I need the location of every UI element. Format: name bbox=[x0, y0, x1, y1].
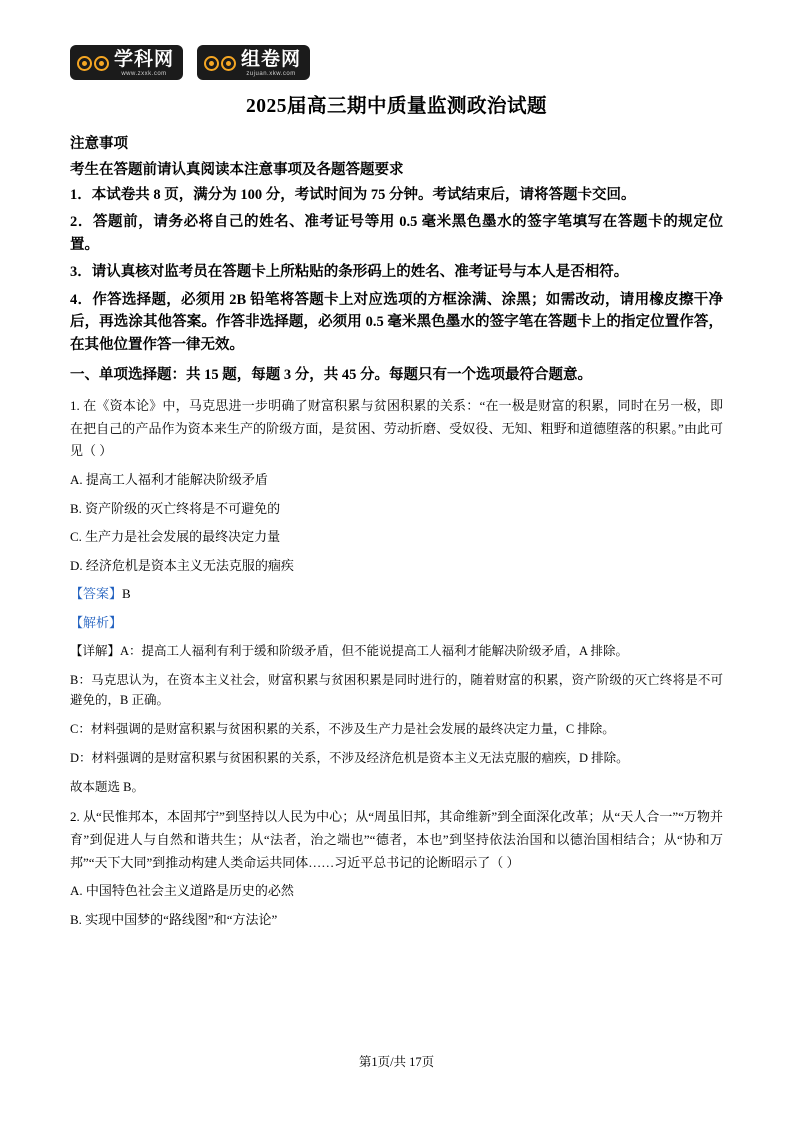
answer-label: 【答案】 bbox=[70, 586, 123, 601]
zujuan-logo-url: zujuan.xkw.com bbox=[246, 71, 296, 77]
notice-item-3: 3．请认真核对监考员在答题卡上所粘贴的条形码上的姓名、准考证号与本人是否相符。 bbox=[70, 264, 629, 281]
question-1-stem: 1. 在《资本论》中，马克思进一步明确了财富积累与贫困积累的关系：“在一极是财富的积累，同时在另一极，即在把自己的产品作为资本来生产的阶级方面，是贫困、劳动折磨、受奴役、无知、粗野和道德堕落的积累。”由此可见（ ） bbox=[70, 397, 723, 459]
answer-value: B bbox=[122, 586, 131, 601]
logo-banner bbox=[70, 45, 723, 80]
question-1-conclusion: 故本题选 B。 bbox=[70, 780, 144, 794]
question-1-option-b: B. 资产阶级的灭亡终将是不可避免的 bbox=[70, 500, 281, 516]
question-1-explanation-c: C：材料强调的是财富积累与贫困积累的关系，不涉及生产力是社会发展的最终决定力量，C 排除。 bbox=[70, 722, 615, 736]
notice-subheading: 考生在答题前请认真阅读本注意事项及各题答题要求 bbox=[70, 162, 404, 178]
section-heading: 一、单项选择题：共 15 题，每题 3 分，共 45 分。每题只有一个选项最符合题意。 bbox=[70, 367, 592, 384]
xueke-logo bbox=[70, 45, 183, 80]
page-title: 2025届高三期中质量监测政治试题 bbox=[245, 96, 547, 117]
analysis-label: 【解析】 bbox=[70, 614, 123, 630]
question-2-option-a: A. 中国特色社会主义道路是历史的必然 bbox=[70, 883, 294, 899]
page-footer: 第1页/共 17页 bbox=[358, 1055, 435, 1069]
question-2-stem: 2. 从“民惟邦本，本固邦宁”到坚持以人民为中心；从“周虽旧邦，其命维新”到全面深化改革；从“天人合一”“万物并育”到促进人与自然和谐共生；从“法者，治之端也”“德者，本也”到坚持依法治国和以德治国相结合；从“协和万邦”“天下大同”到推动构建人类命运共同体……习近平总书记的论断昭示了（ ） bbox=[70, 809, 723, 870]
notice-item-4: 4．作答选择题，必须用 2B 铅笔将答题卡上对应选项的方框涂满、涂黑；如需改动，请用橡皮擦干净后，再选涂其他答案。作答非选择题，必须用 0.5 毫米黑色墨水的签字笔在答题卡上的指定位置作答，在其他位置作答一律无效。 bbox=[70, 291, 723, 353]
owl-eyes-icon bbox=[204, 56, 236, 71]
notice-item-1: 1．本试卷共 8 页，满分为 100 分，考试时间为 75 分钟。考试结束后，请将答题卡交回。 bbox=[70, 187, 636, 203]
question-1-explanation-d: D：材料强调的是财富积累与贫困积累的关系，不涉及经济危机是资本主义无法克服的痼疾，D 排除。 bbox=[70, 751, 629, 765]
xueke-logo-text: 学科网 bbox=[114, 49, 175, 70]
question-1-option-c: C. 生产力是社会发展的最终决定力量 bbox=[70, 529, 281, 544]
notice-heading: 注意事项 bbox=[70, 136, 128, 152]
question-1-answer-row bbox=[70, 584, 723, 604]
zujuan-logo bbox=[197, 45, 310, 80]
question-1-option-d: D. 经济危机是资本主义无法克服的痼疾 bbox=[70, 557, 294, 573]
xueke-logo-url: www.zxxk.com bbox=[121, 71, 167, 77]
question-2-option-b: B. 实现中国梦的“路线图”和“方法论” bbox=[70, 911, 278, 927]
notice-item-2: 2．答题前，请务必将自己的姓名、准考证号等用 0.5 毫米黑色墨水的签字笔填写在答题卡的规定位置。 bbox=[70, 214, 723, 253]
zujuan-logo-text: 组卷网 bbox=[241, 49, 302, 70]
question-1-explanation-b: B：马克思认为，在资本主义社会，财富积累与贫困积累是同时进行的，随着财富的积累，资产阶级的灭亡终将是不可避免的，B 正确。 bbox=[70, 673, 723, 707]
question-1-analysis-label-row bbox=[70, 613, 723, 633]
question-1-explanation-a: 【详解】A：提高工人福利有利于缓和阶级矛盾，但不能说提高工人福利才能解决阶级矛盾，A 排除。 bbox=[70, 644, 628, 658]
question-1-option-a: A. 提高工人福利才能解决阶级矛盾 bbox=[70, 472, 268, 487]
owl-eyes-icon bbox=[77, 56, 109, 71]
